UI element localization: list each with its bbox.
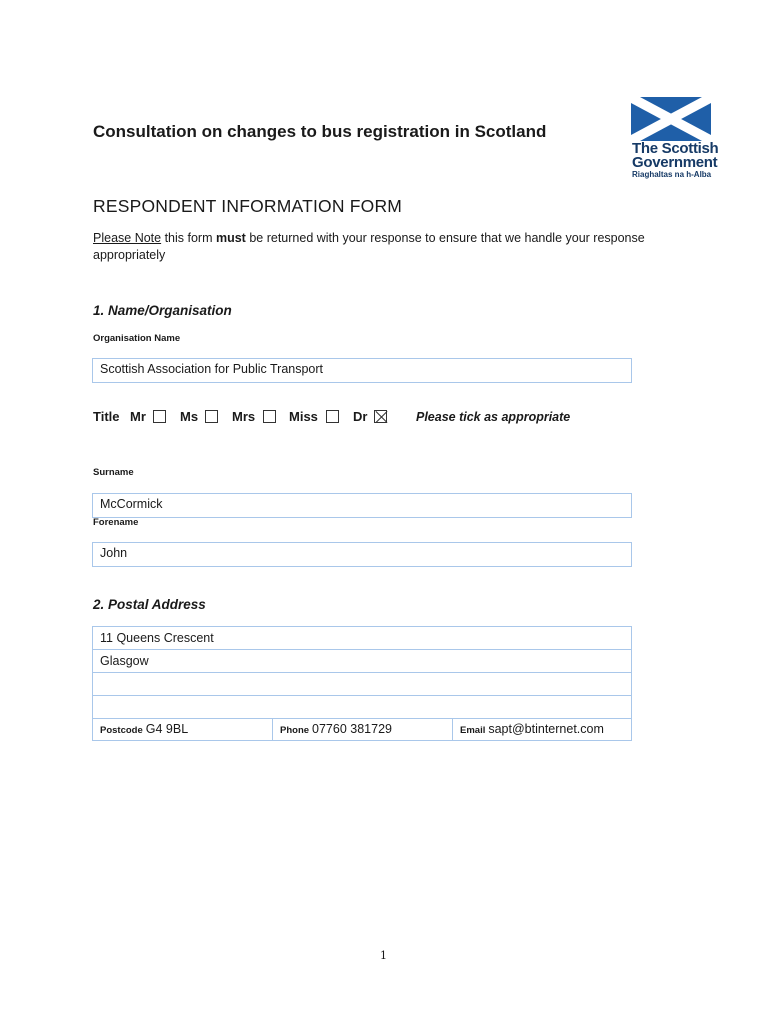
note-text-2: be returned with your response to ensure that we handle your response appropriately (93, 231, 645, 262)
title-option-dr-label: Dr (353, 409, 368, 424)
email-label: Email (460, 725, 486, 736)
address-line-1[interactable]: 11 Queens Crescent (93, 627, 631, 650)
note-underlined: Please Note (93, 231, 162, 245)
surname-label: Surname (93, 467, 134, 478)
page-number: 1 (380, 949, 387, 962)
title-ms-checkbox[interactable] (205, 410, 218, 423)
title-option-mr-label: Mr (130, 409, 146, 424)
address-line-3[interactable] (93, 673, 631, 696)
address-line-2[interactable]: Glasgow (93, 650, 631, 673)
title-dr-checkbox[interactable] (374, 410, 387, 423)
title-label: Title (93, 409, 120, 424)
title-row (93, 408, 633, 426)
organisation-label: Organisation Name (93, 333, 181, 344)
note-bold: must (215, 231, 246, 245)
email-value: sapt@btinternet.com (488, 722, 604, 736)
form-heading: RESPONDENT INFORMATION FORM (93, 196, 403, 216)
organisation-field[interactable]: Scottish Association for Public Transport (92, 358, 632, 383)
logo-text-line1: The Scottish (632, 140, 719, 157)
phone-field[interactable] (273, 719, 453, 740)
document-title: Consultation on changes to bus registration in Scotland (93, 122, 547, 141)
email-field[interactable] (453, 719, 630, 740)
note-text-1: this form (161, 231, 216, 245)
logo-text-line2: Government (632, 154, 718, 171)
postcode-label: Postcode (100, 725, 143, 736)
logo-text-gaelic: Riaghaltas na h-Alba (632, 170, 712, 179)
postal-address-table (92, 626, 632, 741)
phone-label: Phone (280, 725, 310, 736)
instruction-note (93, 230, 683, 263)
section-heading-name: 1. Name/Organisation (93, 303, 232, 318)
postcode-value: G4 9BL (145, 722, 189, 736)
contact-row (93, 719, 631, 740)
title-miss-checkbox[interactable] (326, 410, 339, 423)
surname-field[interactable]: McCormick (92, 493, 632, 518)
tick-note: Please tick as appropriate (416, 410, 571, 424)
phone-value: 07760 381729 (312, 722, 392, 736)
title-option-miss-label: Miss (289, 409, 318, 424)
forename-label: Forename (93, 517, 139, 528)
title-option-mrs-label: Mrs (232, 409, 256, 424)
section-heading-address: 2. Postal Address (93, 597, 206, 612)
postcode-field[interactable] (93, 719, 273, 740)
title-option-ms-label: Ms (180, 409, 199, 424)
title-mrs-checkbox[interactable] (263, 410, 276, 423)
title-mr-checkbox[interactable] (153, 410, 166, 423)
forename-field[interactable]: John (92, 542, 632, 567)
saltire-flag-icon (631, 97, 711, 141)
address-line-4[interactable] (93, 696, 631, 719)
